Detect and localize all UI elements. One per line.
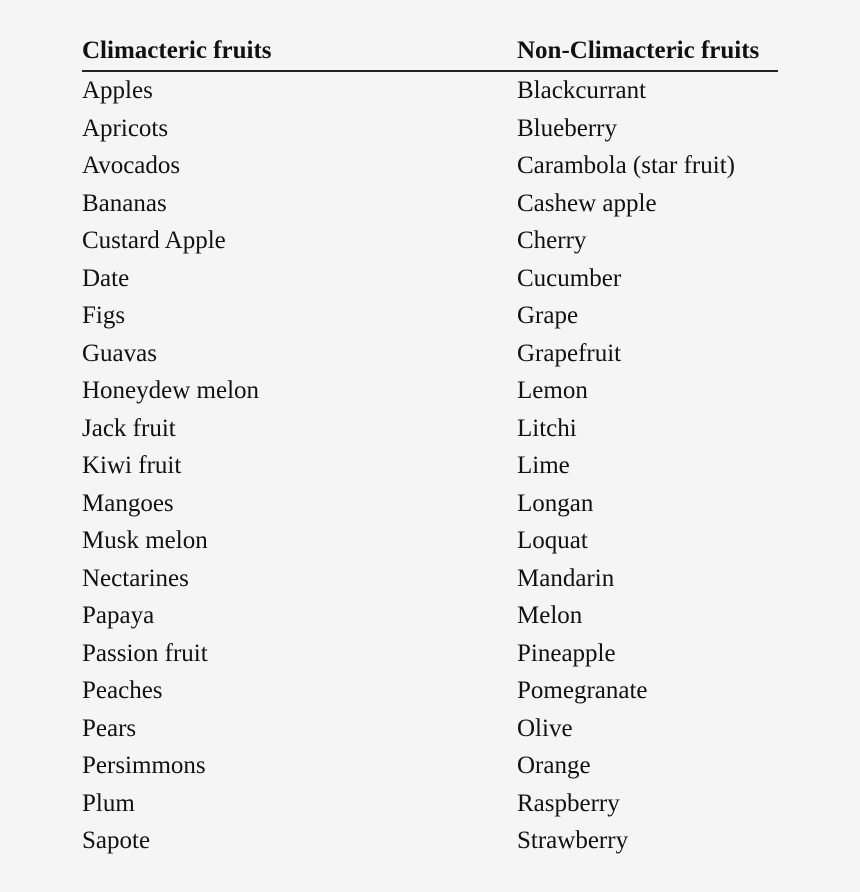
cell-climacteric: Musk melon	[82, 527, 208, 554]
table-row	[82, 822, 778, 860]
cell-non-climacteric: Grapefruit	[517, 339, 622, 367]
table-row	[82, 110, 778, 148]
cell-climacteric: Peaches	[82, 677, 163, 704]
cell-non-climacteric: Lime	[517, 452, 570, 479]
table-row	[82, 335, 778, 373]
cell-climacteric: Sapote	[82, 827, 151, 854]
cell-climacteric: Apples	[82, 77, 153, 104]
cell-non-climacteric: Lemon	[517, 377, 588, 404]
table-row	[82, 447, 778, 485]
cell-climacteric: Figs	[82, 302, 126, 329]
cell-climacteric: Custard Apple	[82, 227, 226, 254]
table-row	[82, 747, 778, 785]
table-header-row	[82, 32, 778, 72]
cell-non-climacteric: Pineapple	[517, 639, 616, 667]
cell-non-climacteric: Pomegranate	[517, 677, 648, 704]
table-row	[82, 522, 778, 560]
cell-non-climacteric: Longan	[517, 489, 594, 517]
cell-climacteric: Jack fruit	[82, 414, 176, 442]
cell-climacteric: Apricots	[82, 114, 169, 142]
table-row	[82, 560, 778, 598]
cell-climacteric: Bananas	[82, 189, 167, 217]
cell-climacteric: Persimmons	[82, 752, 206, 779]
cell-non-climacteric: Orange	[517, 752, 591, 779]
cell-non-climacteric: Melon	[517, 602, 583, 629]
cell-non-climacteric: Carambola (star fruit)	[517, 152, 735, 179]
cell-non-climacteric: Mandarin	[517, 564, 615, 592]
cell-climacteric: Date	[82, 264, 130, 292]
table-row	[82, 185, 778, 223]
table-row	[82, 710, 778, 748]
cell-climacteric: Honeydew melon	[82, 377, 260, 404]
table-row	[82, 410, 778, 448]
cell-non-climacteric: Loquat	[517, 527, 588, 554]
cell-climacteric: Kiwi fruit	[82, 452, 182, 479]
cell-climacteric: Pears	[82, 714, 137, 742]
cell-climacteric: Guavas	[82, 339, 157, 367]
table-body	[82, 72, 778, 860]
table-row	[82, 72, 778, 110]
table-row	[82, 372, 778, 410]
cell-non-climacteric: Cherry	[517, 227, 587, 254]
table-row	[82, 597, 778, 635]
table-row	[82, 260, 778, 298]
header-climacteric: Climacteric fruits	[82, 37, 272, 64]
table-row	[82, 222, 778, 260]
cell-climacteric: Mangoes	[82, 489, 174, 517]
cell-climacteric: Nectarines	[82, 564, 189, 592]
cell-non-climacteric: Raspberry	[517, 789, 620, 817]
table-row	[82, 635, 778, 673]
header-non-climacteric: Non-Climacteric fruits	[517, 37, 760, 64]
table-row	[82, 485, 778, 523]
cell-non-climacteric: Blackcurrant	[517, 77, 647, 104]
cell-non-climacteric: Cashew apple	[517, 189, 657, 217]
cell-climacteric: Passion fruit	[82, 639, 208, 667]
table-row	[82, 297, 778, 335]
table-row	[82, 785, 778, 823]
cell-non-climacteric: Strawberry	[517, 827, 629, 854]
cell-non-climacteric: Blueberry	[517, 114, 617, 142]
fruit-table	[82, 32, 778, 860]
cell-non-climacteric: Cucumber	[517, 264, 622, 292]
cell-climacteric: Papaya	[82, 602, 155, 629]
cell-climacteric: Plum	[82, 789, 135, 817]
cell-non-climacteric: Grape	[517, 302, 579, 329]
cell-non-climacteric: Olive	[517, 714, 573, 742]
table-row	[82, 672, 778, 710]
cell-climacteric: Avocados	[82, 152, 181, 179]
table-row	[82, 147, 778, 185]
cell-non-climacteric: Litchi	[517, 414, 577, 442]
